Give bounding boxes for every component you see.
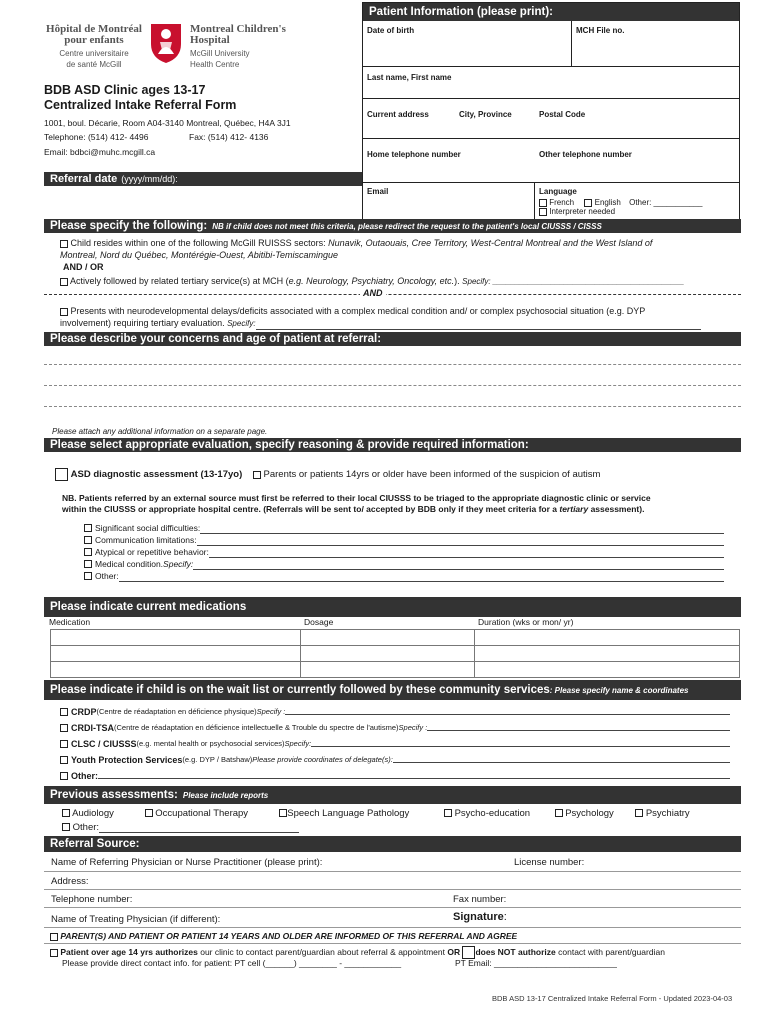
prev-ot[interactable]	[145, 808, 277, 819]
criteria-item1-sectors: Nunavik, Outaouais, Cree Territory, West-Central Montreal and the West Island of	[328, 238, 653, 248]
criteria-item2-text: Actively followed by related tertiary service(s) at MCH (	[70, 276, 289, 286]
patient-info-header	[363, 3, 739, 21]
crdp-checkbox[interactable]	[60, 708, 68, 716]
evaluation-header	[44, 438, 741, 452]
hmr-line3: Centre universitaire	[59, 49, 129, 58]
crdi-specify: Specify :	[398, 723, 428, 732]
evaluation-nb-tertiary: tertiary	[559, 504, 589, 514]
interpreter-checkbox[interactable]	[539, 208, 547, 216]
evaluation-item-social[interactable]	[84, 522, 724, 534]
prev-psychoed[interactable]	[444, 808, 552, 819]
other-phone-field[interactable]	[535, 139, 740, 183]
dosage-cell[interactable]	[301, 646, 475, 662]
service-crdi[interactable]	[60, 720, 730, 736]
language-field	[535, 183, 740, 220]
concerns-title: Please describe your concerns and age of patient at referral:	[50, 333, 382, 345]
service-clsc[interactable]	[60, 736, 730, 752]
criteria-and-divider	[44, 289, 741, 299]
medication-row	[51, 662, 740, 678]
previous-title: Previous assessments:	[50, 789, 178, 801]
crdi-checkbox[interactable]	[60, 724, 68, 732]
communication-line[interactable]	[197, 534, 724, 546]
email-field[interactable]	[363, 183, 535, 220]
english-label: English	[594, 198, 621, 207]
direct-contact-row[interactable]	[62, 958, 617, 968]
crdp-specify: Specify :	[256, 707, 286, 716]
referral-date-bar[interactable]	[44, 172, 362, 186]
service-crdp[interactable]	[60, 704, 730, 720]
medication-row	[51, 630, 740, 646]
criteria-item2-specify[interactable]: Specify: ___________________________________________	[462, 277, 685, 286]
not-authorize-label: does NOT authorize	[475, 946, 556, 957]
clsc-checkbox[interactable]	[60, 740, 68, 748]
form-title-line2: Centralized Intake Referral Form	[44, 98, 237, 112]
consent-label: PARENT(S) AND PATIENT OR PATIENT 14 YEARS AND OLDER ARE INFORMED OF THIS REFERRAL AND AGREE	[60, 931, 518, 941]
form-title-block	[44, 83, 359, 157]
service-other-name: Other:	[71, 771, 98, 781]
other-language-label: Other: ___________	[629, 198, 703, 207]
crdp-line[interactable]	[285, 704, 730, 715]
criteria-item2-examples: e.g. Neurology, Psychiatry, Oncology, etc.	[288, 276, 455, 286]
mch-line4: Health Centre	[190, 60, 240, 69]
concerns-header	[44, 332, 741, 346]
youth-checkbox[interactable]	[60, 756, 68, 764]
prev-other-line[interactable]	[99, 832, 299, 833]
previous-items	[62, 808, 742, 819]
ref-address-label: Address:	[51, 876, 89, 887]
mch-line2: Hospital	[190, 34, 230, 46]
mch-file-field[interactable]	[572, 21, 740, 67]
clsc-desc: (e.g. mental health or psychosocial services)	[136, 739, 285, 748]
social-line[interactable]	[200, 522, 724, 534]
referral-source-header	[44, 836, 741, 852]
criteria-and: AND	[360, 288, 386, 298]
dosage-cell[interactable]	[301, 630, 475, 646]
address-field[interactable]	[363, 99, 740, 139]
medication-cell[interactable]	[51, 646, 301, 662]
prev-other-label: Other:	[72, 822, 100, 833]
criteria-item3-text2: involvement) requiring tertiary evaluation.	[60, 318, 228, 328]
evaluation-nb-end: assessment).	[588, 504, 645, 514]
previous-header	[44, 786, 741, 804]
physician-label: Name of Referring Physician or Nurse Practitioner (please print):	[51, 857, 323, 868]
concerns-line-1[interactable]	[44, 364, 741, 365]
criteria-item3-line[interactable]	[256, 329, 701, 330]
medications-title: Please indicate current medications	[50, 601, 247, 613]
hmr-logo	[44, 24, 144, 70]
services-header	[44, 680, 741, 700]
services-note: : Please specify name & coordinates	[549, 685, 689, 695]
criteria-item1-sectors2: Montreal, Nord du Québec, Montérégie-Ouest, Abitibi-Temiscamingue	[60, 250, 338, 260]
authorizes-checkbox[interactable]	[50, 949, 58, 957]
criteria-and-or: AND / OR	[63, 262, 104, 272]
services-list	[60, 704, 730, 784]
evaluation-nb-line1: NB. Patients referred by an external source must first be referred to their local CIUSSS to be triaged to the appropriate diagnostic clinic or service	[62, 493, 651, 503]
direct-contact-label: Please provide direct contact info. for patient: PT cell (______) ________ - ____________	[62, 958, 402, 968]
authorizes-label: Patient over age 14 yrs authorizes	[60, 946, 198, 957]
interpreter-label: Interpreter needed	[549, 207, 616, 216]
medical-label: Medical condition.	[95, 559, 164, 569]
ref-phone-row[interactable]	[44, 890, 741, 908]
col-medication: Medication	[49, 617, 91, 627]
form-title	[44, 83, 359, 113]
french-label: French	[549, 198, 575, 207]
asd-label: ASD diagnostic assessment (13-17yo)	[70, 469, 243, 481]
evaluation-items	[84, 522, 724, 582]
referral-date-label: Referral date	[50, 173, 118, 185]
previous-note: Please include reports	[182, 790, 269, 800]
concerns-line-3[interactable]	[44, 406, 741, 407]
psychology-label: Psychology	[565, 808, 614, 819]
criteria-item1-text: Child resides within one of the following McGill RUISSS sectors:	[70, 238, 329, 248]
home-phone-label: Home telephone number	[367, 150, 461, 159]
duration-cell[interactable]	[475, 646, 740, 662]
pt-email-label: PT Email: __________________________	[455, 958, 617, 968]
dosage-cell[interactable]	[301, 662, 475, 678]
social-label: Significant social difficulties:	[95, 523, 201, 533]
form-address: 1001, boul. Décarie, Room A04-3140 Montreal, Québec, H4A 3J1	[44, 118, 291, 128]
service-other-checkbox[interactable]	[60, 772, 68, 780]
medications-header	[44, 597, 741, 617]
col-duration: Duration (wks or mon/ yr)	[478, 617, 574, 627]
criteria-item1-checkbox[interactable]	[60, 240, 68, 248]
prev-psychiatry[interactable]	[635, 808, 689, 819]
patient-info-title: Patient Information (please print):	[369, 6, 554, 18]
form-fax: Fax: (514) 412- 4136	[189, 132, 269, 142]
medications-table	[44, 617, 741, 678]
and-dashed-line	[44, 294, 741, 295]
license-label: License number:	[514, 857, 585, 868]
slp-label: Speech Language Pathology	[287, 808, 410, 819]
evaluation-nb	[62, 493, 740, 515]
behavior-label: Atypical or repetitive behavior:	[95, 547, 209, 557]
criteria-item2	[60, 276, 740, 286]
prev-audiology[interactable]	[62, 808, 142, 819]
crdi-line[interactable]	[427, 720, 730, 731]
hmr-line2: pour enfants	[64, 34, 124, 46]
social-checkbox[interactable]	[84, 524, 92, 532]
dob-label: Date of birth	[367, 26, 415, 35]
eval-other-line[interactable]	[119, 570, 724, 582]
medical-specify: Specify:	[163, 559, 194, 569]
crdi-desc: (Centre de réadaptation en déficience intellectuelle & Trouble du spectre de l'autisme)	[114, 723, 399, 732]
evaluation-item-behavior[interactable]	[84, 546, 724, 558]
prev-slp[interactable]	[279, 808, 441, 819]
evaluation-title: Please select appropriate evaluation, specify reasoning & provide required information:	[50, 439, 529, 451]
parents-informed-checkbox[interactable]	[253, 471, 261, 479]
prev-other-checkbox[interactable]	[62, 823, 70, 831]
name-label: Last name, First name	[367, 73, 452, 82]
footer: BDB ASD 13-17 Centralized Intake Referral Form - Updated 2023-04-03	[492, 994, 733, 1003]
medications-header-row	[44, 617, 741, 629]
medications-grid	[50, 629, 740, 678]
psychoed-label: Psycho-education	[454, 808, 531, 819]
city-label: City, Province	[459, 110, 512, 119]
signature-label: Signature:	[453, 911, 507, 923]
evaluation-item-other[interactable]	[84, 570, 724, 582]
other-phone-label: Other telephone number	[539, 150, 632, 159]
eval-other-checkbox[interactable]	[84, 572, 92, 580]
mch-line1: Montreal Children's	[190, 23, 286, 35]
criteria-note: NB if child does not meet this criteria, please redirect the request to the patient's local CIUSSS / CISSS	[212, 221, 602, 231]
form-telephone: Telephone: (514) 412- 4496	[44, 132, 149, 142]
language-options	[539, 198, 736, 207]
not-authorize-desc: contact with parent/guardian	[555, 946, 665, 957]
youth-desc: (e.g. DYP / Batshaw)	[182, 755, 253, 764]
clsc-name: CLSC / CIUSSS	[71, 739, 137, 749]
english-checkbox[interactable]	[584, 199, 592, 207]
prev-other[interactable]	[62, 822, 299, 833]
prev-psychology[interactable]	[555, 808, 633, 819]
medication-cell[interactable]	[51, 662, 301, 678]
clsc-specify: Specify:	[284, 739, 312, 748]
referral-date-hint: (yyyy/mm/dd):	[121, 174, 178, 184]
crdp-desc: (Centre de réadaptation en déficience physique)	[96, 707, 257, 716]
medication-cell[interactable]	[51, 630, 301, 646]
name-field[interactable]	[363, 67, 740, 99]
mch-file-label: MCH File no.	[576, 26, 625, 35]
communication-checkbox[interactable]	[84, 536, 92, 544]
evaluation-item-communication[interactable]	[84, 534, 724, 546]
clsc-line[interactable]	[311, 736, 730, 747]
youth-name: Youth Protection Services	[71, 755, 183, 765]
psychiatry-label: Psychiatry	[645, 808, 690, 819]
mch-logo	[190, 24, 300, 70]
physician-row[interactable]	[44, 852, 741, 872]
consent-row[interactable]	[50, 931, 517, 941]
criteria-item3-checkbox[interactable]	[60, 308, 68, 316]
ref-fax-label: Fax number:	[453, 894, 507, 905]
concerns-line-2[interactable]	[44, 385, 741, 386]
treating-row[interactable]	[44, 908, 741, 928]
consent-divider	[44, 943, 741, 944]
criteria-item3-specify[interactable]: Specify:	[227, 319, 256, 328]
authorizes-desc: our clinic to contact parent/guardian about referral & appointment	[197, 946, 448, 957]
evaluation-item-medical[interactable]	[84, 558, 724, 570]
service-other[interactable]	[60, 768, 730, 784]
youth-line[interactable]	[393, 752, 730, 763]
asd-checkbox[interactable]	[55, 468, 68, 481]
mch-line3: McGill University	[190, 49, 250, 58]
criteria-header	[44, 219, 741, 233]
col-dosage: Dosage	[304, 617, 334, 627]
ref-telephone-label: Telephone number:	[51, 894, 133, 905]
parents-informed-label: Parents or patients 14yrs or older have been informed of the suspicion of autism	[263, 469, 601, 481]
hmr-line4: de santé McGill	[66, 60, 122, 69]
eval-other-label: Other:	[95, 571, 119, 581]
criteria-item2-checkbox[interactable]	[60, 278, 68, 286]
postal-label: Postal Code	[539, 110, 586, 119]
referral-source-title: Referral Source:	[50, 838, 140, 850]
communication-label: Communication limitations:	[95, 535, 197, 545]
criteria-title: Please specify the following:	[50, 220, 208, 232]
form-title-line1: BDB ASD Clinic ages 13-17	[44, 83, 206, 97]
email-label: Email	[367, 187, 389, 196]
criteria-item3	[60, 305, 740, 330]
service-other-line[interactable]	[98, 768, 730, 779]
medical-line[interactable]	[193, 558, 724, 570]
criteria-item3-text: Presents with neurodevelopmental delays/deficits associated with a complex medical condition and/ or complex psychosocial situation (e.g. DYP	[70, 306, 646, 316]
french-checkbox[interactable]	[539, 199, 547, 207]
criteria-item2-end: ).	[454, 276, 463, 286]
form-phones	[44, 132, 359, 142]
treating-label: Name of Treating Physician (if different):	[51, 914, 221, 925]
ot-label: Occupational Therapy	[155, 808, 249, 819]
behavior-line[interactable]	[209, 546, 724, 558]
duration-cell[interactable]	[475, 662, 740, 678]
evaluation-asd-row	[55, 468, 741, 481]
form-email: Email: bdbci@muhc.mcgill.ca	[44, 147, 156, 157]
duration-cell[interactable]	[475, 630, 740, 646]
patient-info-box	[362, 2, 740, 220]
ref-address-row[interactable]	[44, 872, 741, 890]
consent-checkbox[interactable]	[50, 933, 58, 941]
medication-row	[51, 646, 740, 662]
address-label: Current address	[367, 110, 429, 119]
hospital-crest-icon	[148, 20, 184, 66]
services-title: Please indicate if child is on the wait list or currently followed by these community services	[50, 684, 550, 696]
audiology-label: Audiology	[72, 808, 114, 819]
signature-text: Signature	[453, 911, 504, 923]
auth-or: OR	[447, 946, 461, 957]
evaluation-nb-line2: within the CIUSSS or appropriate hospital centre. (Referrals will be sent to/ accepted by BDB only if they meet criteria for a	[62, 504, 560, 514]
home-phone-field[interactable]	[363, 139, 535, 183]
dob-field[interactable]	[363, 21, 572, 67]
medical-checkbox[interactable]	[84, 560, 92, 568]
service-youth-protection[interactable]	[60, 752, 730, 768]
criteria-item1	[60, 237, 740, 273]
language-label: Language	[539, 187, 577, 196]
crdi-name: CRDI-TSA	[71, 723, 114, 733]
hmr-line1: Hôpital de Montréal	[46, 23, 142, 35]
behavior-checkbox[interactable]	[84, 548, 92, 556]
concerns-attach-note: Please attach any additional information on a separate page.	[52, 427, 268, 436]
youth-specify: Please provide coordinates of delegate(s):	[252, 755, 393, 764]
referral-source-grid	[44, 852, 741, 928]
interpreter-option	[539, 207, 736, 216]
crdp-name: CRDP	[71, 707, 97, 717]
